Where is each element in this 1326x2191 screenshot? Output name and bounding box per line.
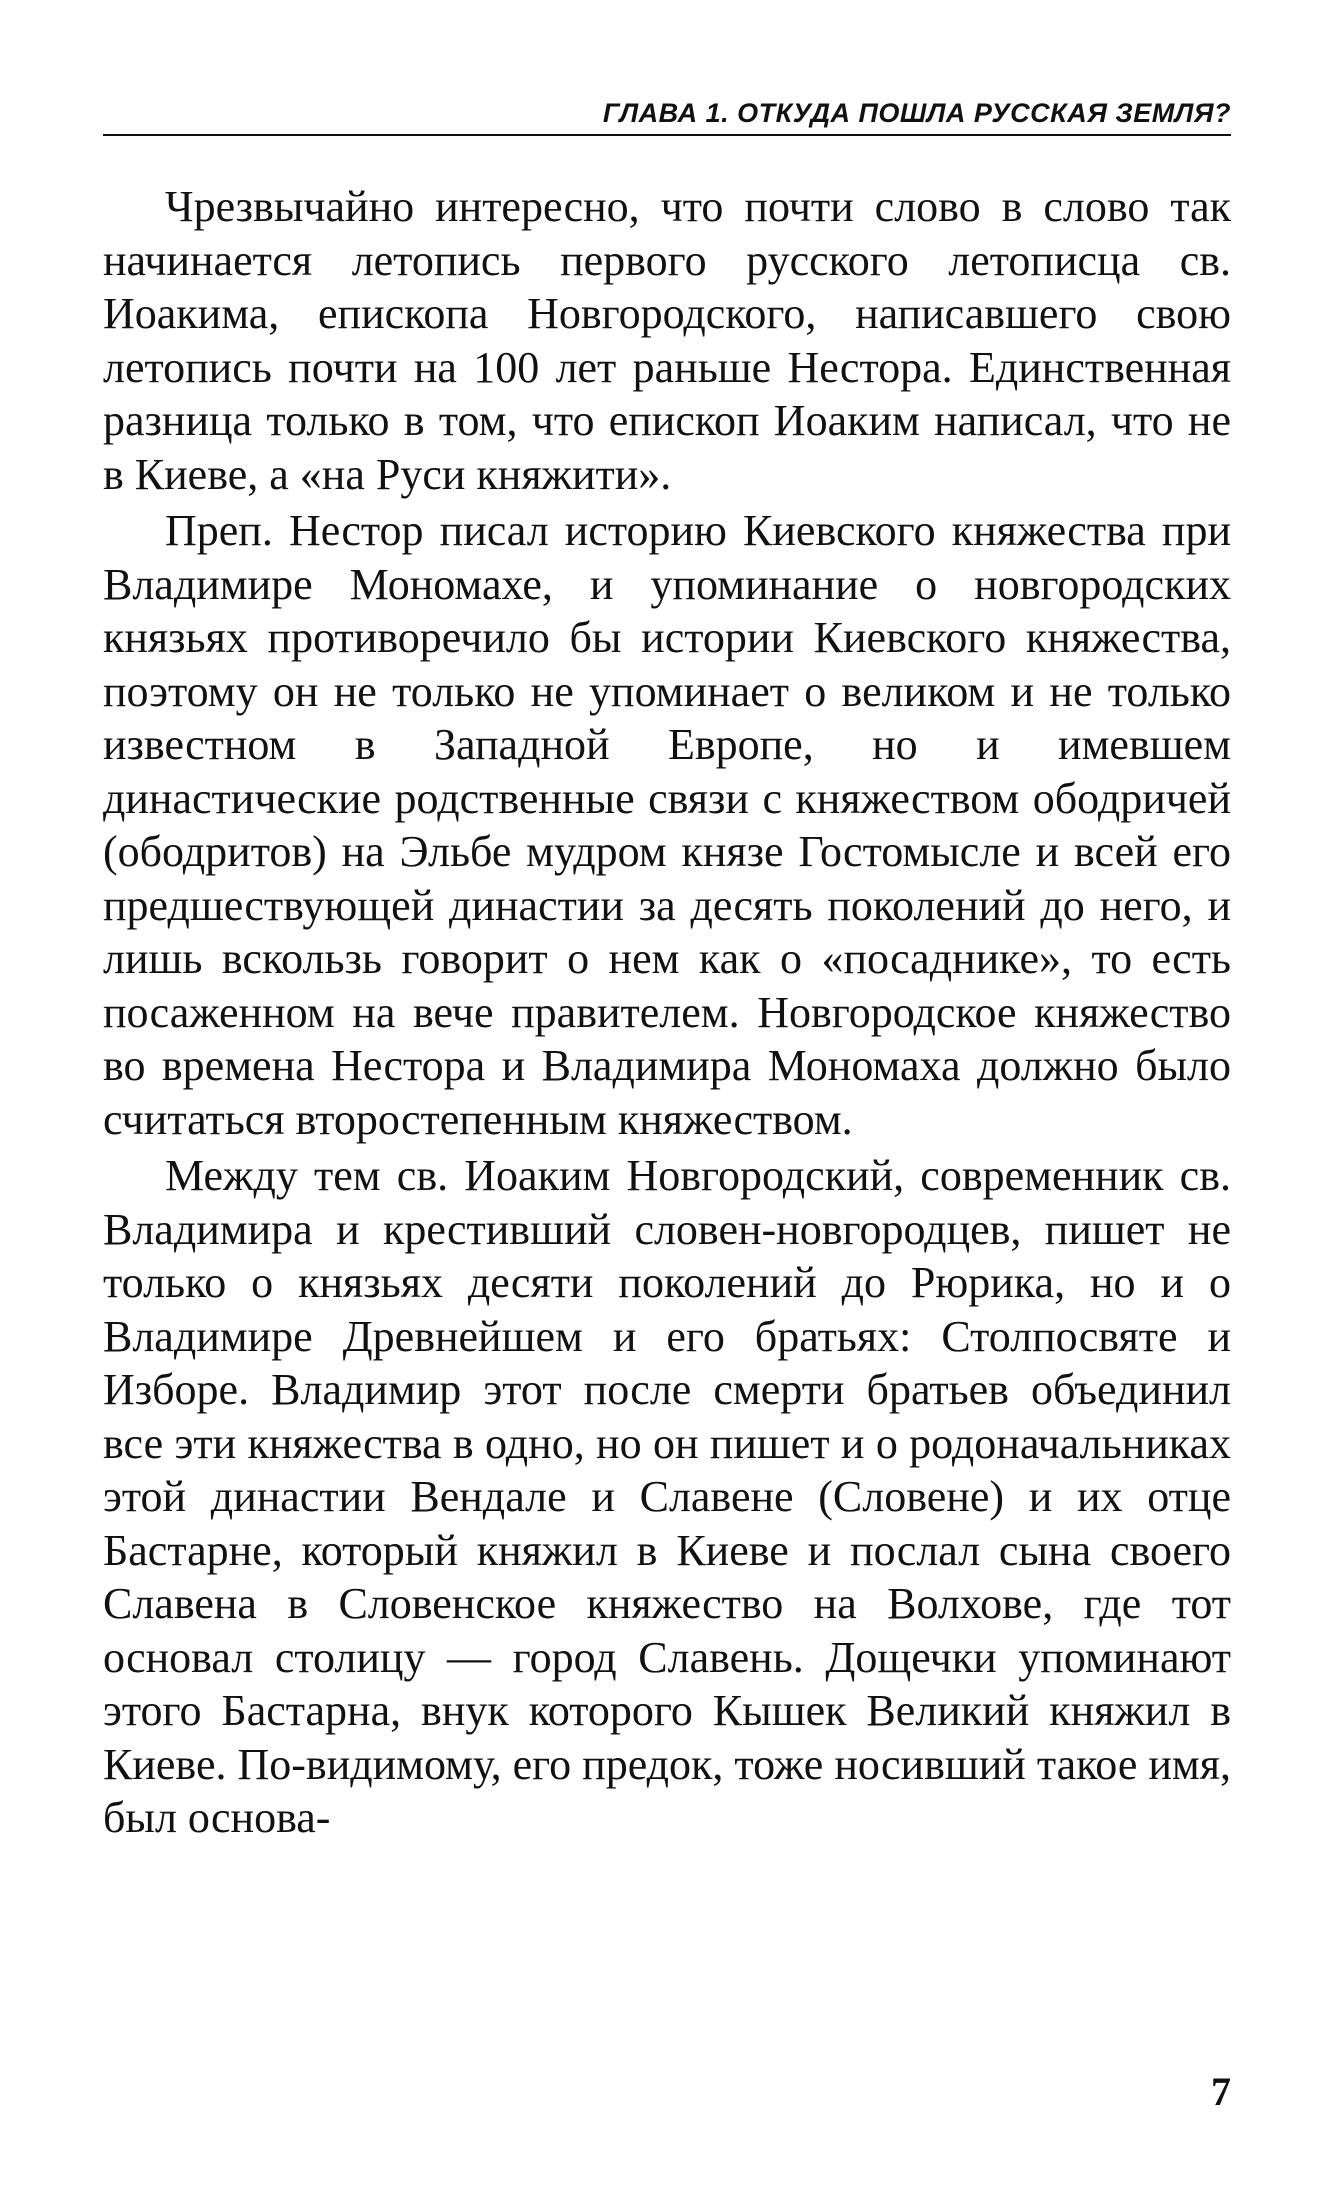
paragraph-1: Чрезвычайно интересно, что почти слово в слово так начинается летопись первого русского летописца св. Иоакима, епископа Новгородского, написавшего свою летопись почти на 100 лет раньше Нестора. Единственная разница только в том, что епископ Иоаким написал, что не в Киеве, а «на Руси княжити». (103, 182, 1231, 499)
page-number: 7 (1211, 2069, 1231, 2114)
paragraph-3: Между тем св. Иоаким Новгородский, современник св. Владимира и крестивший словен-новгородцев, пишет не только о князьях десяти поколений до Рюрика, но и о Владимире Древнейшем и его братьях: Столпосвяте и Изборе. Владимир этот после смерти братьев объединил все эти княжества в одно, но он пишет и о родоначальниках этой династии Вендале и Славене (Словене) и их отце Бастарне, который княжил в Киеве и послал сына своего Славена в Словенское княжество на Волхове, где тот основал столицу — город Славень. Дощечки упоминают этого Бастарна, внук которого Кышек Великий княжил в Киеве. По-видимому, его предок, тоже носивший такое имя, был основа- (103, 1151, 1231, 1842)
paragraph-2: Преп. Нестор писал историю Киевского княжества при Владимире Мономахе, и упоминание о новгородских князьях противоречило бы истории Киевского княжества, поэтому он не только не упоминает о великом и не только известном в Западной Европе, но и имевшем династические родственные связи с княжеством ободричей (ободритов) на Эльбе мудром князе Гостомысле и всей его предшествующей династии за десять поколений до него, и лишь вскользь говорит о нем как о «посаднике», то есть посаженном на вече правителем. Новгородское княжество во времена Нестора и Владимира Мономаха должно было считаться второстепенным княжеством. (103, 506, 1231, 1144)
running-header: ГЛАВА 1. ОТКУДА ПОШЛА РУССКАЯ ЗЕМЛЯ? (103, 92, 1231, 136)
main-text (103, 180, 1231, 1845)
